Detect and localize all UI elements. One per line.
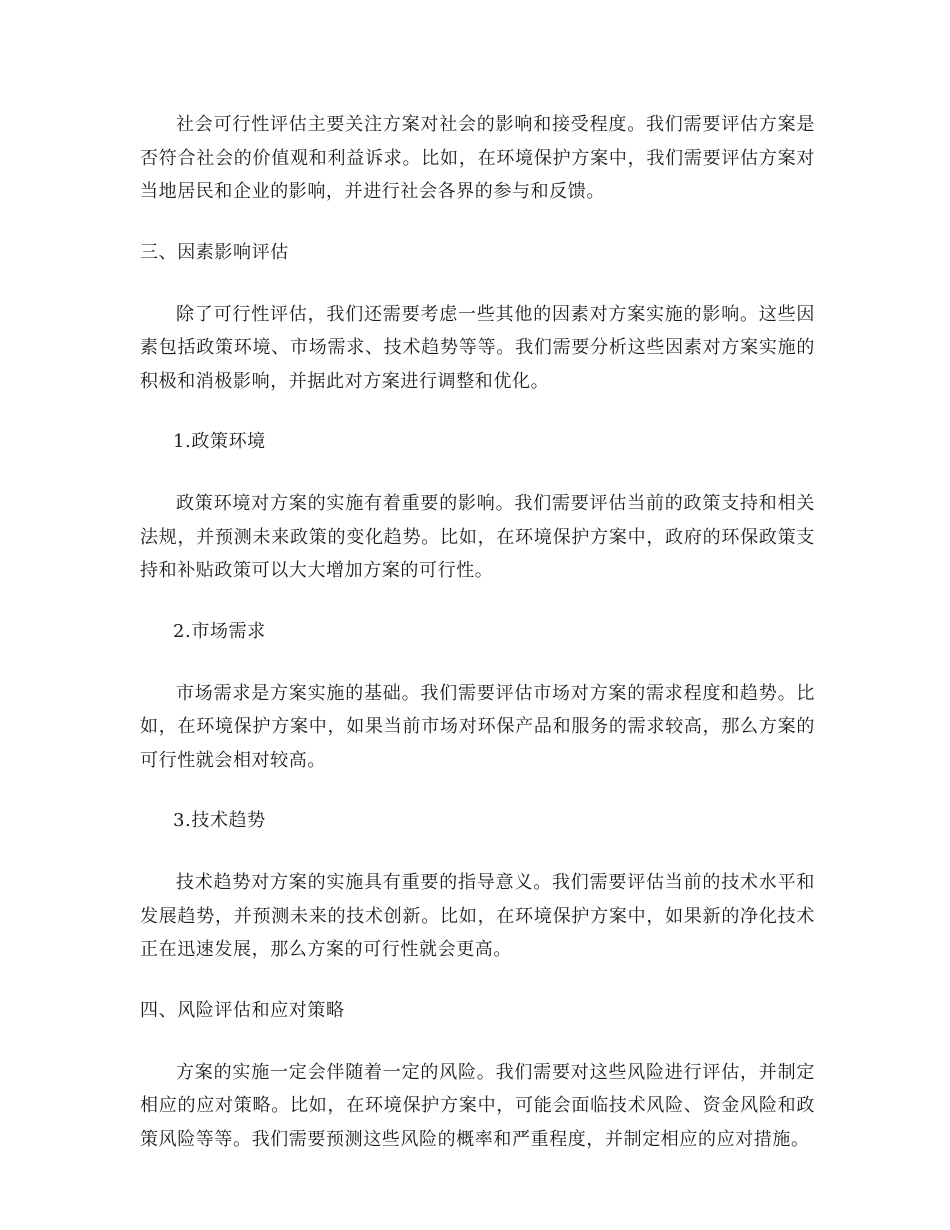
- paragraph-risk-assessment: 方案的实施一定会伴随着一定的风险。我们需要对这些风险进行评估，并制定相应的应对策略。比如，在环境保护方案中，可能会面临技术风险、资金风险和政策风险等等。我们需要预测这些风险的概率和严重程度，并制定相应的应对措施。: [140, 1061, 815, 1150]
- paragraph-policy-environment: 政策环境对方案的实施有着重要的影响。我们需要评估当前的政策支持和相关法规，并预测未来政策的变化趋势。比如，在环境保护方案中，政府的环保政策支持和补贴政策可以大大增加方案的可行性。: [140, 493, 815, 581]
- section-heading-factor-impact: 三、因素影响评估: [140, 241, 289, 263]
- subheading-policy-environment: 1.政策环境: [173, 431, 266, 452]
- section-heading-risk-assessment: 四、风险评估和应对策略: [140, 999, 345, 1021]
- paragraph-technology-trend: 技术趋势对方案的实施具有重要的指导意义。我们需要评估当前的技术水平和发展趋势，并预测未来的技术创新。比如，在环境保护方案中，如果新的净化技术正在迅速发展，那么方案的可行性就会更高。: [140, 872, 815, 960]
- paragraph-social-feasibility: 社会可行性评估主要关注方案对社会的影响和接受程度。我们需要评估方案是否符合社会的价值观和利益诉求。比如，在环境保护方案中，我们需要评估方案对当地居民和企业的影响，并进行社会各界的参与和反馈。: [140, 114, 815, 202]
- subheading-market-demand: 2.市场需求: [173, 620, 266, 642]
- subheading-technology-trend: 3.技术趋势: [173, 810, 266, 831]
- paragraph-market-demand: 市场需求是方案实施的基础。我们需要评估市场对方案的需求程度和趋势。比如，在环境保护方案中，如果当前市场对环保产品和服务的需求较高，那么方案的可行性就会相对较高。: [140, 682, 815, 771]
- paragraph-factor-impact: 除了可行性评估，我们还需要考虑一些其他的因素对方案实施的影响。这些因素包括政策环境、市场需求、技术趋势等等。我们需要分析这些因素对方案实施的积极和消极影响，并据此对方案进行调整和优化。: [140, 303, 815, 392]
